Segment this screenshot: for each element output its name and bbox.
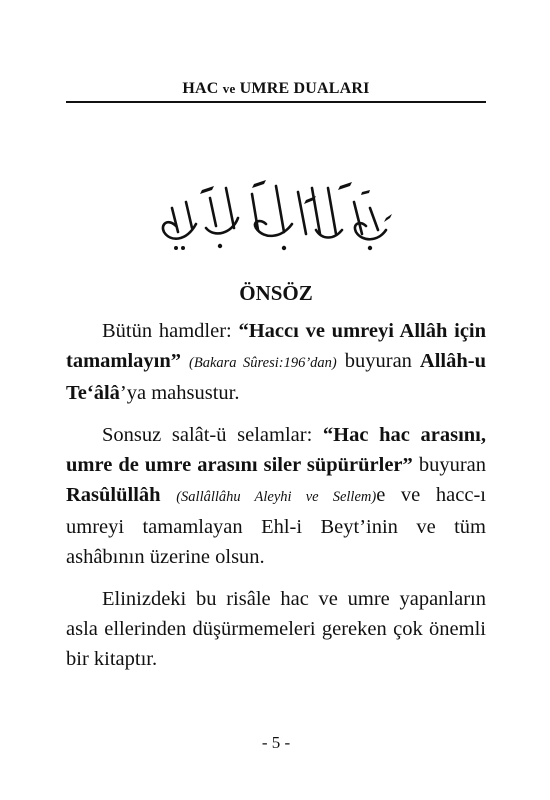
running-header [66, 80, 486, 98]
basmala-calligraphy [156, 178, 396, 256]
paragraph-1 [66, 316, 486, 408]
paragraph-2 [66, 420, 486, 572]
p1-text-3: ’ya mahsustur. [119, 382, 240, 404]
p3-text-1: Elinizdeki bu risâle hac ve umre yapanların asla ellerinden düşürmemeleri gereken çok önemli bir kitaptır. [66, 588, 486, 670]
p1-text-2: buyuran [336, 350, 420, 372]
p2-citation: (Sallâllâhu Aleyhi ve Sellem) [176, 489, 377, 505]
page-number: - 5 - [261, 733, 291, 752]
running-header-part2: ve [222, 81, 236, 96]
body-text [66, 316, 486, 686]
header-rule [66, 101, 486, 103]
p1-text-1: Bütün hamdler: [102, 320, 239, 342]
running-header-part3: UMRE DUALARI [235, 80, 370, 97]
p2-bold-name: Rasûlüllâh [66, 484, 161, 506]
p2-text-3: e ve hacc-ı umreyi tamamlayan Ehl-i Beyt’inin ve tüm ashâbının üzerine olsun. [66, 484, 486, 568]
p2-text-2: buyuran [412, 454, 486, 476]
p1-citation: (Bakara Sûresi:196’dan) [189, 355, 337, 371]
paragraph-3 [66, 584, 486, 674]
p2-bold-quote: “Hac hac arasını, umre de umre arasını siler süpürürler” [66, 424, 486, 476]
p2-text-1: Sonsuz salât-ü selamlar: [102, 424, 323, 446]
running-header-part1: HAC [182, 80, 223, 97]
p1-bold-name: Allâh-u Te‘âlâ [66, 350, 486, 404]
p1-bold-quote: “Haccı ve umreyi Allâh için tamamlayın” [66, 320, 487, 372]
section-title: ÖNSÖZ [239, 281, 313, 305]
